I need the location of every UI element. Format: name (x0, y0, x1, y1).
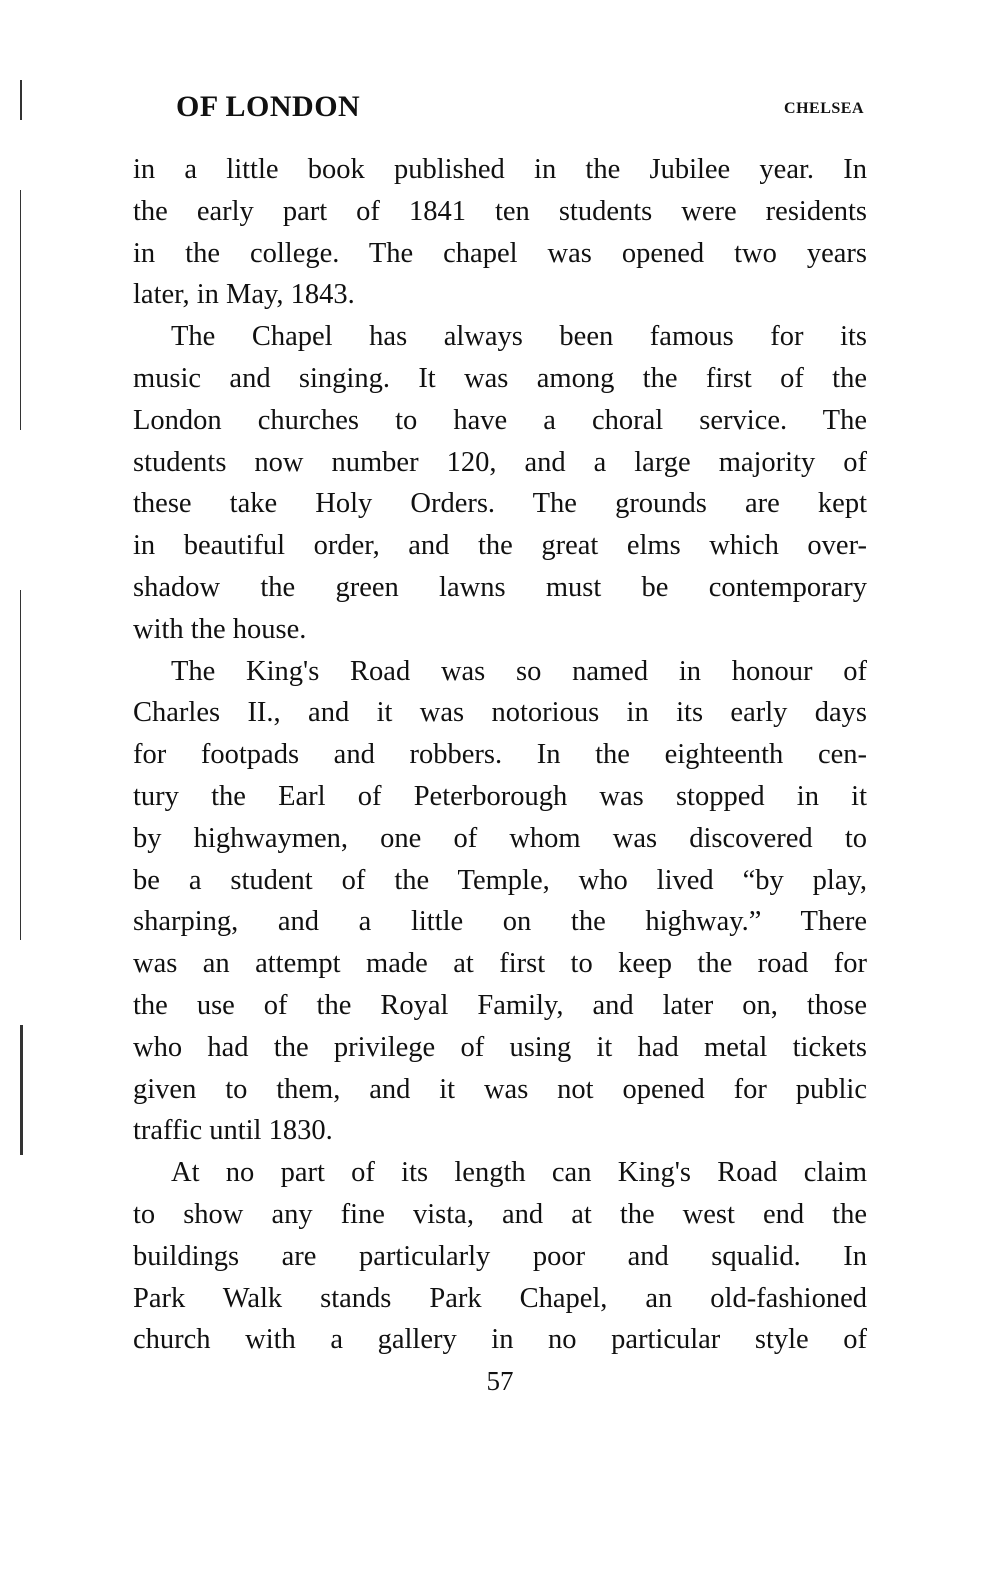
text-line: tury the Earl of Peterborough was stopped in it (133, 780, 867, 812)
body-text (133, 149, 867, 1361)
scan-edge-mark (20, 590, 21, 940)
text-line: The Chapel has always been famous for its (171, 321, 867, 353)
page-number: 57 (486, 1366, 514, 1396)
text-line: in beautiful order, and the great elms which over- (133, 530, 867, 562)
text-line: these take Holy Orders. The grounds are kept (133, 488, 867, 520)
text-line: London churches to have a choral service. The (133, 404, 867, 436)
text-line: students now number 120, and a large majority of (133, 446, 867, 478)
text-line: for footpads and robbers. In the eighteenth cen- (133, 739, 867, 771)
paragraph (133, 316, 867, 650)
running-head-section: CHELSEA (784, 100, 864, 117)
text-line: by highwaymen, one of whom was discovered to (133, 822, 867, 854)
text-line: the early part of 1841 ten students were residents (133, 195, 867, 227)
scan-edge-mark (20, 190, 21, 430)
scan-edge-mark (20, 1025, 23, 1155)
text-line: Charles II., and it was notorious in its early days (133, 697, 867, 729)
paragraph (133, 1152, 867, 1361)
text-line: Park Walk stands Park Chapel, an old-fashioned (133, 1282, 867, 1314)
text-line: sharping, and a little on the highway.” There (133, 906, 867, 938)
text-line: given to them, and it was not opened for public (133, 1073, 867, 1105)
running-head-title: OF LONDON (176, 90, 361, 123)
scan-edge-mark (20, 80, 22, 120)
text-line: the use of the Royal Family, and later on, those (133, 989, 867, 1021)
text-line: who had the privilege of using it had metal tickets (133, 1031, 867, 1063)
text-line: later, in May, 1843. (133, 279, 355, 311)
text-line: with the house. (133, 613, 307, 645)
text-line: in the college. The chapel was opened two years (133, 237, 867, 269)
paragraph (133, 651, 867, 1153)
text-line: traffic until 1830. (133, 1115, 333, 1147)
text-line: The King's Road was so named in honour of (171, 655, 867, 687)
text-line: to show any fine vista, and at the west end the (133, 1198, 867, 1230)
paragraph (133, 149, 867, 316)
text-line: At no part of its length can King's Road claim (171, 1157, 867, 1189)
text-line: be a student of the Temple, who lived “by play, (133, 864, 867, 896)
text-line: was an attempt made at first to keep the road for (133, 948, 867, 980)
text-line: buildings are particularly poor and squalid. In (133, 1240, 867, 1272)
text-line: shadow the green lawns must be contemporary (133, 571, 867, 603)
text-line: music and singing. It was among the first of the (133, 362, 867, 394)
text-line: in a little book published in the Jubilee year. In (133, 154, 867, 185)
text-line: church with a gallery in no particular style of (133, 1324, 867, 1356)
